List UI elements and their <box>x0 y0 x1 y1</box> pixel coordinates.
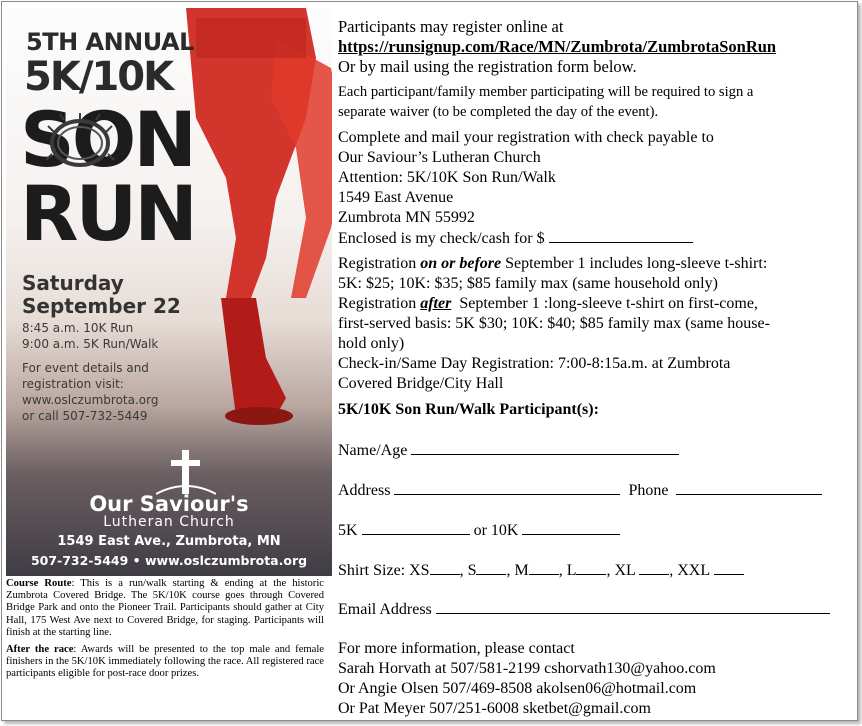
phone-field[interactable] <box>676 480 822 495</box>
poster-phone: or call 507-732-5449 <box>22 409 148 423</box>
reg-before-text: Registration <box>338 255 421 272</box>
mail-instructions: Complete and mail your registration with check payable to <box>338 129 714 146</box>
shirt-size-xs-label: Shirt Size: XS <box>338 562 430 579</box>
shirt-m-label: , M <box>506 562 529 579</box>
fivek-label: 5K <box>338 522 358 539</box>
registration-link[interactable]: https://runsignup.com/Race/MN/Zumbrota/ZumbrotaSonRun <box>338 37 777 56</box>
participants-heading: 5K/10K Son Run/Walk Participant(s): <box>338 401 599 418</box>
fivek-field[interactable] <box>362 520 470 535</box>
email-row <box>338 599 830 620</box>
course-route-label: Course Route <box>6 578 72 589</box>
poster-date: September 22 <box>22 294 181 318</box>
event-poster <box>6 8 332 576</box>
tenk-field[interactable] <box>522 520 620 535</box>
waiver-text-2: separate waiver (to be completed the day of the event). <box>338 104 659 120</box>
reg-after-emphasis: after <box>420 295 452 312</box>
contact-angie: Or Angie Olsen 507/469-8508 akolsen06@hotmail.com <box>338 680 697 697</box>
contact-sarah: Sarah Horvath at 507/581-2199 cshorvath130@yahoo.com <box>338 660 716 677</box>
shirt-xxl-field[interactable] <box>714 560 744 575</box>
after-race-label: After the race <box>6 644 74 656</box>
shirt-s-field[interactable] <box>476 560 506 575</box>
reg-after-text: Registration <box>338 295 421 312</box>
mail-attention: Attention: 5K/10K Son Run/Walk <box>338 169 556 186</box>
name-age-row <box>338 440 679 461</box>
course-route <box>6 578 324 639</box>
crown-of-thorns-icon <box>44 112 116 174</box>
enclosed-amount <box>338 228 693 249</box>
shirt-m-field[interactable] <box>529 560 559 575</box>
poster-time-10k: 8:45 a.m. 10K Run <box>22 321 134 335</box>
contact-heading: For more information, please contact <box>338 640 575 657</box>
shirt-xl-label: , XL <box>606 562 636 579</box>
shirt-l-label: , L <box>558 562 577 579</box>
mail-street: 1549 East Avenue <box>338 189 454 206</box>
contact-pat: Or Pat Meyer 507/251-6008 sketbet@gmail.com <box>338 700 651 717</box>
church-cross-icon <box>156 448 216 498</box>
address-field[interactable] <box>394 480 620 495</box>
enclosed-label: Enclosed is my check/cash for $ <box>338 230 545 247</box>
mail-payee: Our Saviour’s Lutheran Church <box>338 149 541 166</box>
reg-after-line <box>338 294 758 314</box>
course-info <box>6 578 324 686</box>
shirt-xxl-label: , XXL <box>669 562 710 579</box>
poster-run: RUN <box>20 169 195 258</box>
shirt-xl-field[interactable] <box>639 560 669 575</box>
address-label: Address <box>338 482 391 499</box>
reg-before-line <box>338 254 767 274</box>
name-age-field[interactable] <box>411 440 679 455</box>
poster-website: www.oslczumbrota.org <box>22 393 159 407</box>
course-route-text: : This is a run/walk starting & ending at the historic Zumbrota Covered Bridge. The 5K/10K course goes through Covered Bridge Park and onto the Pioneer Trail. Participants should gather at City Hall, 175 West Ave next to Covered Bridge, for staging. Participants will finish at the starting line. <box>6 578 324 638</box>
checkin-text-1: Check-in/Same Day Registration: 7:00-8:15a.m. at Zumbrota <box>338 355 731 372</box>
register-online-text: Participants may register online at <box>338 17 564 36</box>
reg-after-rest: September 1 :long-sleeve t-shirt on first-come, <box>451 295 758 312</box>
enclosed-amount-field[interactable] <box>549 228 693 243</box>
poster-day: Saturday <box>22 271 124 295</box>
church-address: 1549 East Ave., Zumbrota, MN <box>57 534 281 549</box>
email-field[interactable] <box>436 599 830 614</box>
after-race <box>6 644 324 681</box>
shirt-l-field[interactable] <box>576 560 606 575</box>
reg-after-prices: first-served basis: 5K $30; 10K: $40; $85 family max (same house- <box>338 315 770 332</box>
phone-label: Phone <box>628 482 669 499</box>
waiver-text-1: Each participant/family member participating will be required to sign a <box>338 84 754 100</box>
reg-before-prices: 5K: $25; 10K: $35; $85 family max (same household only) <box>338 275 718 292</box>
reg-before-emphasis: on or before <box>420 255 502 272</box>
poster-time-5k: 9:00 a.m. 5K Run/Walk <box>22 337 159 351</box>
tenk-label: or 10K <box>473 522 519 539</box>
church-subtitle: Lutheran Church <box>103 514 235 530</box>
distance-row <box>338 520 620 541</box>
poster-son: SON <box>20 95 194 184</box>
poster-details-1: For event details and <box>22 361 149 375</box>
shirt-xs-field[interactable] <box>430 560 460 575</box>
church-name: Our Saviour's <box>89 492 249 516</box>
checkin-text-2: Covered Bridge/City Hall <box>338 375 504 392</box>
church-contact: 507-732-5449 • www.oslczumbrota.org <box>30 553 308 568</box>
poster-distance: 5K/10K <box>24 54 173 100</box>
reg-after-prices-2: hold only) <box>338 335 405 352</box>
poster-annual: 5TH ANNUAL <box>26 28 194 56</box>
poster-details-2: registration visit: <box>22 377 124 391</box>
reg-before-rest: September 1 includes long-sleeve t-shirt: <box>501 255 768 272</box>
shirt-size-row <box>338 560 744 581</box>
address-row <box>338 480 822 501</box>
shirt-s-label: , S <box>459 562 477 579</box>
mail-city: Zumbrota MN 55992 <box>338 209 475 226</box>
email-label: Email Address <box>338 601 432 618</box>
register-mail-text: Or by mail using the registration form below. <box>338 57 637 76</box>
name-age-label: Name/Age <box>338 442 408 459</box>
after-race-text: : Awards will be presented to the top male and female finishers in the 5K/10K immediately following the race. All registered race participants eligible for post-race door prizes. <box>6 644 325 680</box>
